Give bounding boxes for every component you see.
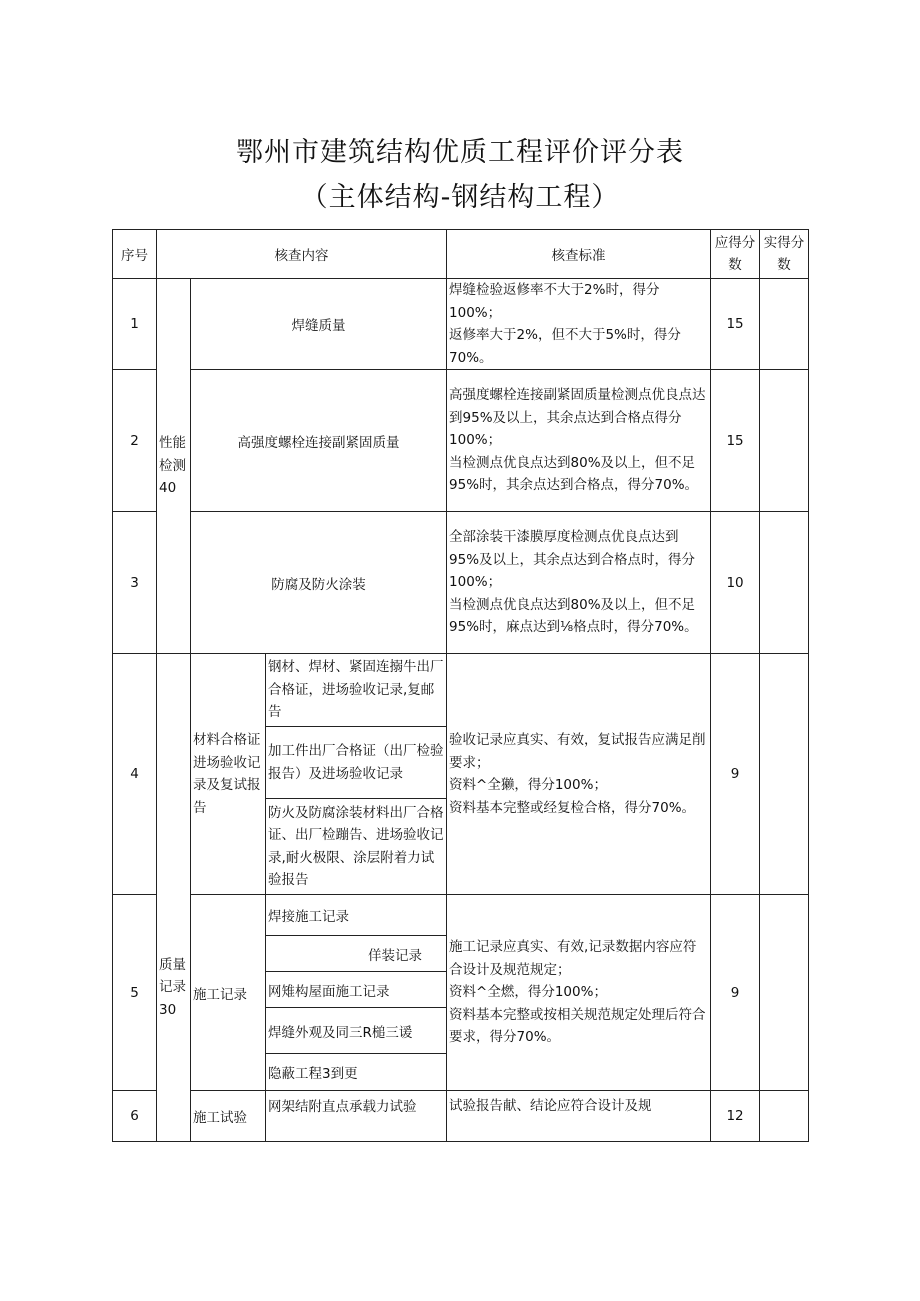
- standard-line: 资料^全獭，得分100%；: [449, 777, 607, 793]
- sub-item: 佯装记录: [266, 936, 447, 972]
- sub-item: 钢材、焊材、紧固连搦牛出厂合格证，进场验收记录,复邮告: [266, 654, 447, 727]
- row-seq: 6: [113, 1091, 157, 1142]
- row-seq: 2: [113, 370, 157, 512]
- row-score: 15: [711, 370, 760, 512]
- sub-item: 隐蔽工程3到更: [266, 1054, 447, 1091]
- page-title: 鄂州市建筑结构优质工程评价评分表: [236, 137, 684, 168]
- row-seq: 3: [113, 512, 157, 654]
- standard-line: 返修率大于2%，但不大于5%时，得分70%。: [449, 327, 681, 366]
- table-row: [113, 654, 809, 727]
- sub-item: 焊缝外观及同三R槌三谖: [266, 1008, 447, 1054]
- row-standard: [447, 279, 711, 370]
- table-row: [113, 512, 809, 654]
- table-row: [113, 895, 809, 936]
- sub-item: 网雉构屋面施工记录: [266, 972, 447, 1008]
- row-actual-score[interactable]: [760, 370, 809, 512]
- standard-line: 当检测点优良点达到80%及以上，但不足95%时，麻点达到⅛格点时，得分70%。: [449, 596, 698, 636]
- standard-line: 资料^全燃，得分100%；: [449, 984, 607, 1001]
- group-quality-label: 质量记录30: [159, 956, 186, 1018]
- row-standard: [447, 654, 711, 895]
- row-standard: [447, 895, 711, 1091]
- standard-line: 当检测点优良点达到80%及以上，但不足95%时，其余点达到合格点，得分70%。: [449, 454, 699, 494]
- row-item: 施工试验: [191, 1091, 266, 1142]
- row-score: 12: [711, 1091, 760, 1142]
- row-item: 材料合格证进场验收记录及复试报告: [191, 654, 266, 895]
- standard-line: 试验报告献、结论应符合设计及规: [449, 1098, 652, 1114]
- row-actual-score[interactable]: [760, 512, 809, 654]
- row-standard: [447, 370, 711, 512]
- standard-line: 全部涂装干漆膜厚度检测点优良点达到95%及以上，其余点达到合格点时，得分100%；: [449, 529, 696, 591]
- sub-item: 网架结附直点承载力试验: [266, 1091, 447, 1142]
- row-actual-score[interactable]: [760, 279, 809, 370]
- row-item: 施工记录: [191, 895, 266, 1091]
- row-standard: [447, 1091, 711, 1142]
- row-seq: 1: [113, 279, 157, 370]
- standard-line: 资料基本完整或按相关规范规定处理后符合要求，得分70%。: [449, 1006, 706, 1046]
- row-score: 15: [711, 279, 760, 370]
- standard-line: 资料基本完整或经复检合格，得分70%。: [449, 799, 696, 816]
- page-subtitle: （主体结构-钢结构工程）: [300, 182, 620, 213]
- row-actual-score[interactable]: [760, 895, 809, 1091]
- row-standard: [447, 512, 711, 654]
- header-standard: 核查标准: [447, 230, 711, 279]
- standard-line: 施工记录应真实、有效,记录数据内容应符合设计及规范规定；: [449, 939, 697, 978]
- sub-item: 焊接施工记录: [266, 895, 447, 936]
- row-score: 9: [711, 654, 760, 895]
- row-score: 10: [711, 512, 760, 654]
- sub-item: 加工件出厂合格证（出厂检验报告）及进场验收记录: [266, 727, 447, 799]
- sub-item: 防火及防腐涂装材料出厂合格证、出厂检蹦告、进场验收记录,耐火极限、涂层附着力试验报告: [266, 799, 447, 895]
- row-item: 高强度螺栓连接副紧固质量: [191, 370, 447, 512]
- row-seq: 5: [113, 895, 157, 1091]
- group-quality: [157, 654, 191, 1142]
- table-header-row: [113, 230, 809, 279]
- table-row: [113, 279, 809, 370]
- row-score: 9: [711, 895, 760, 1091]
- standard-line: 验收记录应真实、有效，复试报告应满足削要求；: [449, 732, 706, 771]
- row-seq: 4: [113, 654, 157, 895]
- table-row: [113, 370, 809, 512]
- header-seq: 序号: [113, 230, 157, 279]
- standard-line: 高强度螺栓连接副紧固质量检测点优良点达到95%及以上，其余点达到合格点得分100%；: [449, 387, 706, 449]
- row-item: 防腐及防火涂装: [191, 512, 447, 654]
- row-item: 焊缝质量: [191, 279, 447, 370]
- group-performance: 性能检测40: [157, 279, 191, 654]
- standard-line: 焊缝检验返修率不大于2%时，得分100%；: [449, 282, 660, 321]
- row-actual-score[interactable]: [760, 1091, 809, 1142]
- evaluation-table: [112, 229, 809, 1142]
- row-actual-score[interactable]: [760, 654, 809, 895]
- header-content: 核查内容: [157, 230, 447, 279]
- table-row: [113, 1091, 809, 1142]
- header-due-score: 应得分数: [711, 230, 760, 279]
- header-actual-score: 实得分数: [760, 230, 809, 279]
